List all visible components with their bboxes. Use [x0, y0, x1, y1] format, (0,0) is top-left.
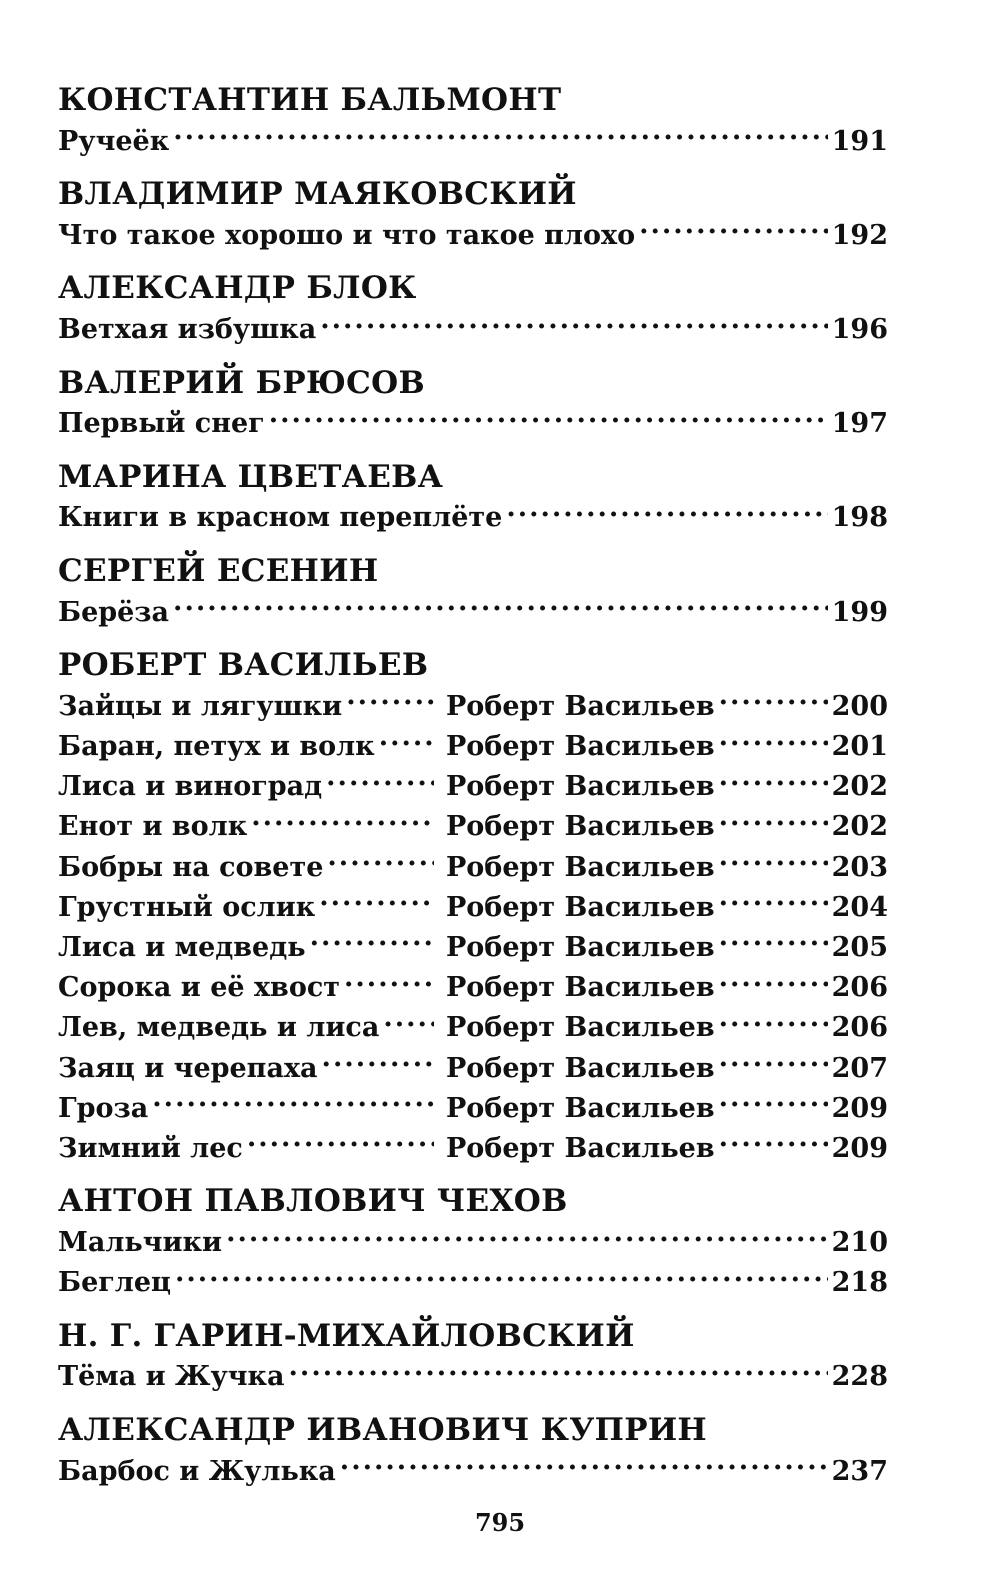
entry-title: Берёза — [58, 596, 170, 628]
dot-leader — [327, 846, 434, 876]
dot-leader — [719, 1007, 828, 1037]
entry-page-number: 192 — [831, 219, 888, 251]
entry-author: Роберт Васильев — [446, 931, 715, 963]
dot-leader — [173, 120, 827, 150]
toc-section — [58, 363, 888, 443]
dot-leader — [320, 308, 827, 338]
entry-title: Первый снег — [58, 408, 265, 440]
entry-page-number: 197 — [831, 408, 888, 440]
dot-leader — [226, 1221, 828, 1251]
dot-leader — [344, 966, 434, 996]
toc-entry — [58, 806, 888, 846]
entry-page-number: 202 — [831, 771, 888, 803]
entry-page-number: 196 — [831, 314, 888, 346]
entry-page-number: 202 — [831, 811, 888, 843]
entry-author: Роберт Васильев — [446, 1052, 715, 1084]
toc-entry — [58, 497, 888, 537]
toc-section — [58, 1316, 888, 1396]
section-author-heading: МАРИНА ЦВЕТАЕВА — [58, 458, 444, 495]
section-author-heading: СЕРГЕЙ ЕСЕНИН — [58, 552, 379, 589]
entry-title: Ручеёк — [58, 125, 170, 157]
entry-title: Барбос и Жулька — [58, 1455, 336, 1487]
entry-title: Заяц и черепаха — [58, 1052, 318, 1084]
entry-title: Лиса и медведь — [58, 931, 306, 963]
entry-page-number: 210 — [831, 1227, 888, 1259]
dot-leader — [719, 766, 828, 796]
dot-leader — [175, 1262, 828, 1292]
dot-leader — [719, 966, 828, 996]
entry-page-number: 206 — [831, 1012, 888, 1044]
section-author-heading: Н. Г. ГАРИН-МИХАЙЛОВСКИЙ — [58, 1317, 635, 1354]
toc-entry — [58, 846, 888, 886]
toc-section — [58, 80, 888, 160]
entry-page-number: 228 — [831, 1361, 888, 1393]
entry-author: Роберт Васильев — [446, 811, 715, 843]
entry-title: Гроза — [58, 1092, 149, 1124]
entry-page-number: 205 — [831, 931, 888, 963]
entry-title: Беглец — [58, 1267, 171, 1299]
dot-leader — [719, 1127, 828, 1157]
entry-title: Грустный ослик — [58, 891, 316, 923]
toc-entry — [58, 766, 888, 806]
entry-title: Книги в красном переплёте — [58, 502, 503, 534]
toc-entry — [58, 685, 888, 725]
section-author-heading: АЛЕКСАНДР БЛОК — [58, 270, 417, 307]
toc-entry — [58, 120, 888, 160]
entry-title: Мальчики — [58, 1227, 223, 1259]
dot-leader — [379, 725, 434, 755]
entry-page-number: 206 — [831, 972, 888, 1004]
dot-leader — [269, 403, 828, 433]
entry-page-number: 218 — [831, 1267, 888, 1299]
dot-leader — [719, 1087, 828, 1117]
entry-author: Роберт Васильев — [446, 1132, 715, 1164]
entry-title: Баран, петух и волк — [58, 731, 375, 762]
entry-title: Лиса и виноград — [58, 771, 323, 803]
entry-author: Роберт Васильев — [446, 771, 715, 803]
entry-title: Что такое хорошо и что такое плохо — [58, 219, 636, 251]
toc-entry — [58, 1356, 888, 1396]
dot-leader — [639, 214, 828, 244]
dot-leader — [289, 1356, 828, 1386]
entry-author: Роберт Васильев — [446, 1092, 715, 1124]
section-author-heading: ВАЛЕРИЙ БРЮСОВ — [58, 364, 425, 401]
dot-leader — [251, 806, 434, 836]
toc-entry — [58, 1221, 888, 1261]
toc-section — [58, 268, 888, 348]
entry-title: Бобры на совете — [58, 851, 324, 883]
toc-entry — [58, 1262, 888, 1302]
entry-page-number: 209 — [831, 1132, 888, 1164]
entry-title: Ветхая избушка — [58, 314, 317, 346]
dot-leader — [346, 685, 434, 715]
section-author-heading: АЛЕКСАНДР ИВАНОВИЧ КУПРИН — [58, 1411, 708, 1448]
entry-author: Роберт Васильев — [446, 1012, 715, 1044]
toc-section — [58, 457, 888, 537]
dot-leader — [173, 591, 828, 621]
toc-entry — [58, 886, 888, 926]
entry-page-number: 209 — [831, 1092, 888, 1124]
entry-title: Лев, медведь и лиса — [58, 1012, 380, 1044]
section-author-heading: КОНСТАНТИН БАЛЬМОНТ — [58, 82, 562, 118]
dot-leader — [506, 497, 827, 527]
section-author-heading: ВЛАДИМИР МАЯКОВСКИЙ — [58, 176, 577, 213]
entry-title: Зимний лес — [58, 1132, 243, 1164]
entry-author: Роберт Васильев — [446, 690, 715, 722]
section-author-heading: АНТОН ПАВЛОВИЧ ЧЕХОВ — [58, 1183, 568, 1220]
dot-leader — [719, 685, 828, 715]
entry-page-number: 203 — [831, 851, 888, 883]
entry-page-number: 200 — [831, 690, 888, 722]
page-number: 795 — [474, 1508, 526, 1537]
toc-entry — [58, 1127, 888, 1167]
toc-section — [58, 551, 888, 631]
dot-leader — [719, 886, 828, 916]
entry-title: Зайцы и лягушки — [58, 690, 343, 722]
dot-leader — [719, 846, 828, 876]
toc-entry — [58, 966, 888, 1006]
toc-entry — [58, 926, 888, 966]
dot-leader — [719, 806, 828, 836]
dot-leader — [319, 886, 434, 916]
entry-title: Тёма и Жучка — [58, 1361, 285, 1393]
section-author-heading: РОБЕРТ ВАСИЛЬЕВ — [58, 647, 429, 684]
dot-leader — [247, 1127, 434, 1157]
dot-leader — [326, 766, 434, 796]
toc-entry — [58, 403, 888, 443]
toc-section — [58, 645, 888, 1167]
dot-leader — [152, 1087, 434, 1117]
dot-leader — [719, 725, 828, 755]
entry-author: Роберт Васильев — [446, 851, 715, 883]
toc-entry — [58, 308, 888, 348]
dot-leader — [719, 1047, 828, 1077]
entry-page-number: 207 — [831, 1052, 888, 1084]
toc-entry — [58, 1087, 888, 1127]
entry-page-number: 237 — [831, 1455, 888, 1487]
entry-author: Роберт Васильев — [446, 972, 715, 1004]
dot-leader — [383, 1007, 434, 1037]
toc-entry — [58, 1047, 888, 1087]
entry-author: Роберт Васильев — [446, 731, 715, 762]
toc-entry — [58, 591, 888, 631]
toc-entry — [58, 1450, 888, 1490]
toc-section — [58, 1410, 888, 1490]
table-of-contents — [58, 80, 888, 1504]
toc-section — [58, 174, 888, 254]
dot-leader — [322, 1047, 434, 1077]
toc-entry — [58, 1007, 888, 1047]
dot-leader — [310, 926, 434, 956]
toc-section — [58, 1181, 888, 1301]
toc-entry — [58, 725, 888, 765]
entry-author: Роберт Васильев — [446, 891, 715, 923]
entry-page-number: 198 — [831, 502, 888, 534]
toc-entry — [58, 214, 888, 254]
entry-title: Енот и волк — [58, 811, 248, 843]
entry-page-number: 201 — [831, 731, 888, 762]
entry-title: Сорока и её хвост — [58, 972, 340, 1004]
entry-page-number: 204 — [831, 891, 888, 923]
dot-leader — [340, 1450, 828, 1480]
entry-page-number: 191 — [831, 125, 888, 157]
dot-leader — [719, 926, 828, 956]
entry-page-number: 199 — [831, 596, 888, 628]
